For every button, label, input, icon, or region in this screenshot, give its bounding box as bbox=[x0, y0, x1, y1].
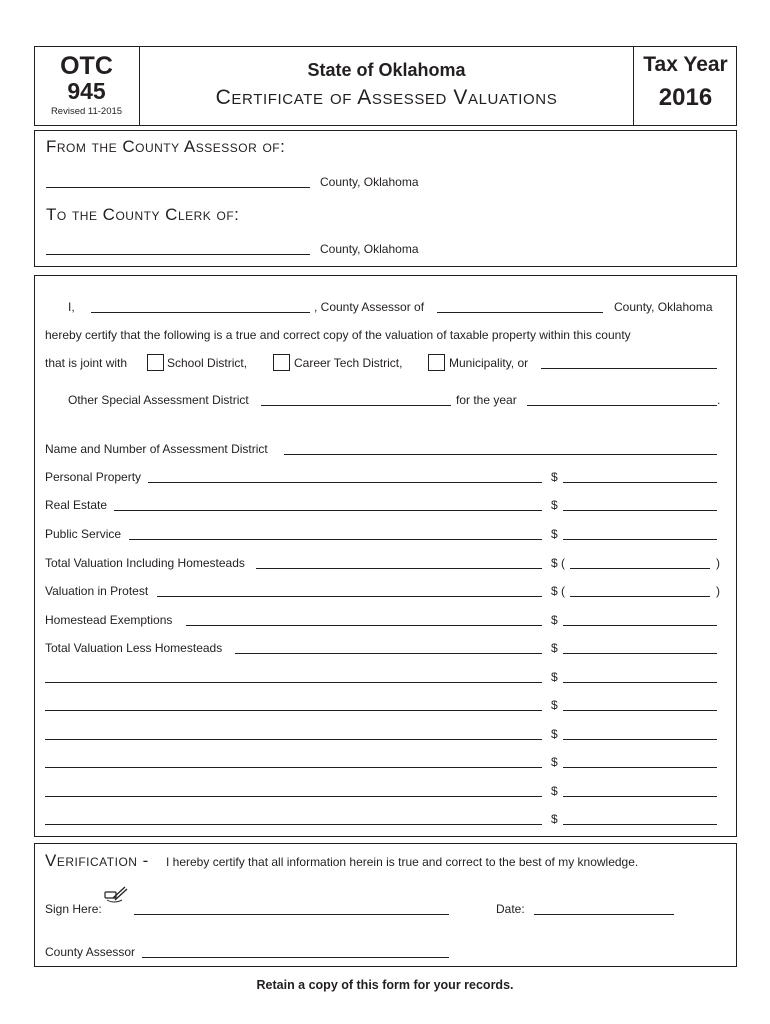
blank-row-label-field[interactable] bbox=[45, 824, 542, 825]
other-district-field[interactable] bbox=[541, 368, 717, 369]
dollar-sign: $ bbox=[551, 498, 558, 512]
assessor-name-field[interactable] bbox=[91, 312, 310, 313]
assessor-of-label: , County Assessor of bbox=[314, 300, 425, 314]
career-tech-label: Career Tech District, bbox=[294, 356, 403, 370]
tax-year: 2016 bbox=[658, 84, 713, 111]
dollar-sign: $ bbox=[551, 755, 558, 769]
state-name: State of Oklahoma bbox=[307, 60, 466, 80]
row-line bbox=[157, 596, 542, 597]
for-year-label: for the year bbox=[456, 393, 517, 407]
i-label: I, bbox=[68, 300, 75, 314]
blank-row-amount-field[interactable] bbox=[563, 710, 717, 711]
pen-icon bbox=[104, 883, 128, 905]
dollar-paren: $ ( bbox=[551, 556, 566, 570]
dollar-sign: $ bbox=[551, 470, 558, 484]
amount-field-homestead-exemptions[interactable] bbox=[563, 625, 717, 626]
county-assessor-field[interactable] bbox=[142, 957, 449, 958]
verification-title: Verification - bbox=[45, 851, 149, 870]
from-label: From the County Assessor of: bbox=[46, 137, 286, 156]
dollar-sign: $ bbox=[551, 527, 558, 541]
tax-year-label: Tax Year bbox=[643, 53, 728, 76]
blank-row-label-field[interactable] bbox=[45, 796, 542, 797]
amount-field-valuation-in-protest[interactable] bbox=[570, 596, 710, 597]
blank-row-amount-field[interactable] bbox=[563, 739, 717, 740]
blank-row-label-field[interactable] bbox=[45, 739, 542, 740]
municipality-checkbox[interactable] bbox=[428, 354, 445, 371]
amount-field-public-service[interactable] bbox=[563, 539, 717, 540]
blank-row-amount-field[interactable] bbox=[563, 796, 717, 797]
signature-field[interactable] bbox=[134, 914, 449, 915]
retain-note: Retain a copy of this form for your records. bbox=[256, 978, 514, 992]
certify-text: hereby certify that the following is a true and correct copy of the valuation of taxable property within this county bbox=[45, 328, 631, 342]
amount-field-total-incl-homesteads[interactable] bbox=[570, 568, 710, 569]
from-county-suffix: County, Oklahoma bbox=[320, 175, 419, 189]
to-county-field[interactable] bbox=[46, 254, 310, 255]
school-district-label: School District, bbox=[167, 356, 248, 370]
county-assessor-label: County Assessor bbox=[45, 945, 136, 959]
date-label: Date: bbox=[496, 902, 525, 916]
form-title: Certificate of Assessed Valuations bbox=[215, 86, 558, 109]
row-label-personal-property: Personal Property bbox=[45, 470, 142, 484]
county-oklahoma-label: County, Oklahoma bbox=[614, 300, 713, 314]
to-county-suffix: County, Oklahoma bbox=[320, 242, 419, 256]
amount-field-personal-property[interactable] bbox=[563, 482, 717, 483]
assessor-county-field[interactable] bbox=[437, 312, 603, 313]
district-name-label: Name and Number of Assessment District bbox=[45, 442, 268, 456]
row-line bbox=[256, 568, 542, 569]
dollar-sign: $ bbox=[551, 613, 558, 627]
blank-row-label-field[interactable] bbox=[45, 710, 542, 711]
other-special-label: Other Special Assessment District bbox=[68, 393, 249, 407]
sign-here-label: Sign Here: bbox=[45, 902, 102, 916]
form-code: OTC bbox=[60, 52, 113, 80]
year-field[interactable] bbox=[527, 405, 717, 406]
amount-field-total-less-homesteads[interactable] bbox=[563, 653, 717, 654]
blank-row-amount-field[interactable] bbox=[563, 824, 717, 825]
date-field[interactable] bbox=[534, 914, 674, 915]
row-label-homestead-exemptions: Homestead Exemptions bbox=[45, 613, 173, 627]
school-district-checkbox[interactable] bbox=[147, 354, 164, 371]
dollar-sign: $ bbox=[551, 812, 558, 826]
dollar-sign: $ bbox=[551, 784, 558, 798]
period: . bbox=[717, 393, 721, 407]
from-county-field[interactable] bbox=[46, 187, 310, 188]
close-paren: ) bbox=[716, 556, 720, 570]
amount-field-real-estate[interactable] bbox=[563, 510, 717, 511]
joint-with-label: that is joint with bbox=[45, 356, 128, 370]
row-label-real-estate: Real Estate bbox=[45, 498, 108, 512]
row-label-public-service: Public Service bbox=[45, 527, 122, 541]
district-name-field[interactable] bbox=[284, 454, 717, 455]
dollar-paren: $ ( bbox=[551, 584, 566, 598]
revised-date: Revised 11-2015 bbox=[50, 106, 123, 117]
row-label-valuation-in-protest: Valuation in Protest bbox=[45, 584, 149, 598]
row-line bbox=[129, 539, 542, 540]
blank-row-label-field[interactable] bbox=[45, 682, 542, 683]
row-line bbox=[186, 625, 542, 626]
blank-row-amount-field[interactable] bbox=[563, 767, 717, 768]
dollar-sign: $ bbox=[551, 727, 558, 741]
dollar-sign: $ bbox=[551, 698, 558, 712]
verification-text: I hereby certify that all information herein is true and correct to the best of my knowledge. bbox=[166, 855, 639, 869]
other-special-field[interactable] bbox=[261, 405, 451, 406]
municipality-label: Municipality, or bbox=[449, 356, 529, 370]
row-line bbox=[148, 482, 542, 483]
to-label: To the County Clerk of: bbox=[46, 205, 240, 224]
career-tech-checkbox[interactable] bbox=[273, 354, 290, 371]
dollar-sign: $ bbox=[551, 670, 558, 684]
blank-row-label-field[interactable] bbox=[45, 767, 542, 768]
blank-row-amount-field[interactable] bbox=[563, 682, 717, 683]
row-label-total-incl-homesteads: Total Valuation Including Homesteads bbox=[45, 556, 245, 570]
row-label-total-less-homesteads: Total Valuation Less Homesteads bbox=[45, 641, 223, 655]
row-line bbox=[235, 653, 542, 654]
form-number: 945 bbox=[67, 78, 106, 104]
close-paren: ) bbox=[716, 584, 720, 598]
row-line bbox=[114, 510, 542, 511]
dollar-sign: $ bbox=[551, 641, 558, 655]
